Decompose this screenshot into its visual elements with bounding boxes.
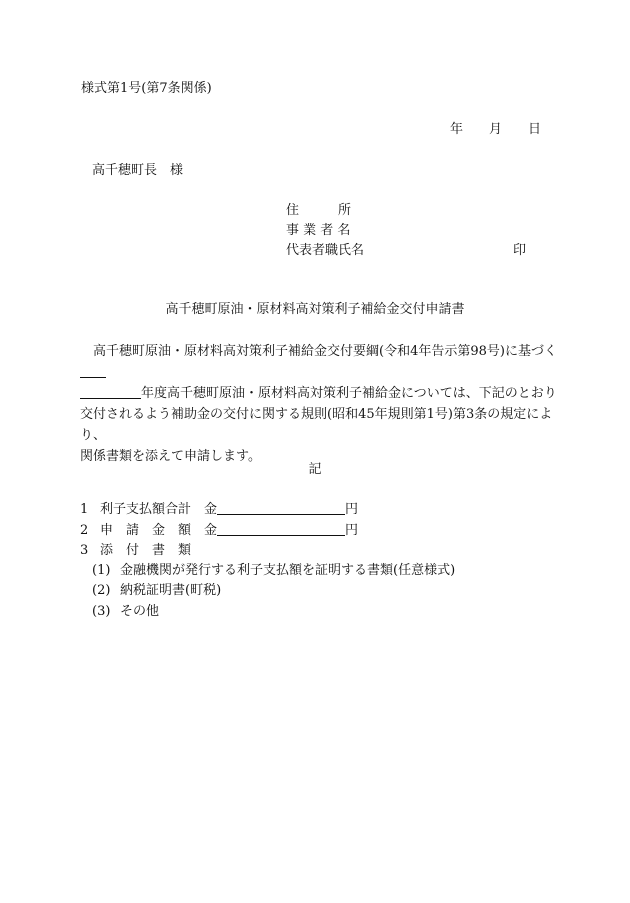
date-month: 月 <box>489 122 503 137</box>
attachment-label: その他 <box>120 604 160 619</box>
item-label: 添 付 書 類 <box>100 543 192 558</box>
addressee: 高千穂町長 様 <box>92 163 184 178</box>
attachment-label: 金融機関が発行する利子支払額を証明する書類(任意様式) <box>120 563 456 578</box>
amount-blank <box>217 521 345 536</box>
item-number: 2 <box>80 523 89 538</box>
form-number: 様式第1号(第7条関係) <box>81 81 212 96</box>
date-year: 年 <box>450 122 464 137</box>
address-row <box>286 202 364 220</box>
seal-mark: 印 <box>513 243 527 258</box>
attachment-item <box>92 562 455 580</box>
business-name-row <box>286 222 364 240</box>
representative-label: 代表者職氏名 <box>286 243 365 258</box>
attachment-number: (2) <box>92 583 111 598</box>
item-number: 1 <box>80 502 89 517</box>
attachment-item <box>92 582 221 600</box>
amount-blank <box>217 500 345 515</box>
blank-underline <box>80 364 106 378</box>
attachment-number: (1) <box>92 563 111 578</box>
document-title: 高千穂町原油・原材料高対策利子補給金交付申請書 <box>165 302 465 317</box>
date-line <box>450 121 541 139</box>
representative-row <box>286 242 364 260</box>
address-label: 住 所 <box>286 203 352 218</box>
item-unit: 円 <box>345 523 359 538</box>
attachment-item <box>92 603 159 621</box>
attachment-label: 納税証明書(町税) <box>120 583 222 598</box>
ki-heading: 記 <box>308 462 322 477</box>
item-label: 利子支払額合計 金 <box>100 502 218 517</box>
body-line-4: 関係書類を添えて申請します。 <box>80 449 261 464</box>
item-unit: 円 <box>345 502 359 517</box>
attachment-number: (3) <box>92 604 111 619</box>
body-line-2: 年度高千穂町原油・原材料高対策利子補給金については、下記のとおり <box>141 386 557 401</box>
body-paragraph <box>80 341 560 467</box>
body-line-1: 高千穂町原油・原材料高対策利子補給金交付要綱(令和4年告示第98号)に基づく <box>93 344 557 359</box>
item-attachments <box>80 542 191 560</box>
item-application-amount <box>80 521 358 540</box>
date-day: 日 <box>528 122 542 137</box>
fiscal-year-blank <box>80 385 141 399</box>
item-interest-total <box>80 500 358 519</box>
item-number: 3 <box>80 543 89 558</box>
body-line-3: 交付されるよう補助金の交付に関する規則(昭和45年規則第1号)第3条の規定により、 <box>80 407 553 443</box>
item-label: 申 請 金 額 金 <box>100 523 218 538</box>
business-name-label: 事 業 者 名 <box>286 223 351 238</box>
